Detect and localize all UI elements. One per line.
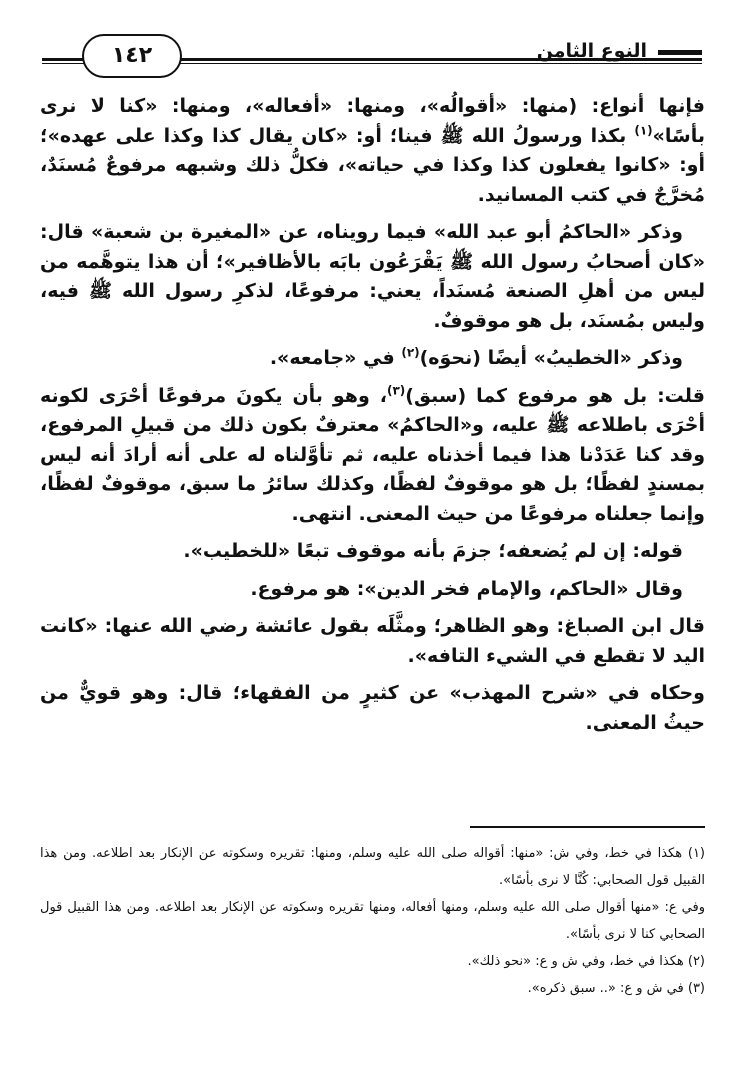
- paragraph: [40, 537, 705, 567]
- paragraph-text: ، وهو بأن يكونَ مرفوعًا أحْرَى لكونه أحْرَى باطلاعه ﷺ عليه، و«الحاكمُ» معترفٌ بكون ذلك من قبيلِ المرفوع، وقد كنا عَدَدْنا هذا فيما أخذناه عليه، ثم تأوَّلناه له على أنه أرادَ أنه ليس بمسندٍ لفظًا؛ بل هو موقوفٌ لفظًا، وكذلك سائرُ ما سبق، موقوفٌ لفظًا، وإنما جعلناه مرفوعًا من حيث المعنى. انتهى.: [40, 384, 705, 525]
- paragraph-text: قلت: بل هو مرفوع كما (سبق): [405, 384, 705, 407]
- paragraph: [40, 612, 705, 671]
- paragraph-text: في «جامعه».: [269, 347, 402, 369]
- paragraph: [40, 344, 705, 374]
- footnote: (٢) هكذا في خط، وفي ش و ع: «نحو ذلك».: [467, 954, 705, 969]
- paragraph-text: وقال «الحاكم، والإمام فخر الدين»: هو مرفوع.: [250, 577, 683, 600]
- paragraph-text: وذكر «الحاكمُ أبو عبد الله» فيما رويناه، عن «المغيرة بن شعبة» قال: «كان أصحابُ رسول الله ﷺ يَقْرَعُون بابَه بالأظافير»؛ أن هذا يتوهَّمه من ليس من أهلِ الصنعة مُسنَداً، يعني: مرفوعًا، لذكرِ رسول الله ﷺ فيه، وليس بمُسنَد، بل هو موقوفٌ.: [40, 221, 705, 332]
- paragraph-text: بكذا ورسولُ الله ﷺ فينا؛ أو: «كان يقال كذا وكذا على عهده»؛ أو: «كانوا يفعلون كذا وكذا في حياته»، فكلُّ ذلك وشبهه مرفوعٌ مُسنَدٌ، مُخرَّجٌ في كتب المسانيد.: [40, 124, 705, 206]
- page-number: ١٤٢: [82, 34, 182, 78]
- paragraph-text: قال ابن الصباغ: وهو الظاهر؛ ومثَّلَه بقول عائشة رضي الله عنها: «كانت اليد لا تقطع في الشيء التافه».: [40, 615, 705, 667]
- paragraph-text: وحكاه في «شرح المهذب» عن كثيرٍ من الفقهاء؛ قال: وهو قويٌّ من حيثُ المعنى.: [40, 682, 705, 734]
- footnote-separator: [470, 826, 705, 828]
- title-ornament-bar: [658, 50, 702, 55]
- chapter-title: النوع الثامن: [536, 40, 647, 62]
- paragraph: [40, 575, 705, 605]
- paragraph-text: فإنها أنواع: (منها: «أقوالُه»، ومنها: «أفعاله»، ومنها: «كنا لا نرى بأسًا»: [40, 95, 705, 147]
- paragraph: [40, 679, 705, 738]
- paragraph: [40, 92, 705, 210]
- paragraph: [40, 382, 705, 530]
- paragraph-text: قوله: إن لم يُضعفه؛ جزمَ بأنه موقوف تبعًا «للخطيب».: [183, 540, 683, 562]
- paragraph-text: وذكر «الخطيبُ» أيضًا (نحوَه): [419, 347, 683, 369]
- footnote-ref: (٣): [386, 383, 406, 398]
- footnote: وفي ع: «منها أقوال صلى الله عليه وسلم، ومنها أفعاله، ومنها تقريره وسكوته عن الإنكار بعد اطلاعه. ومن هذا القبيل قول الصحابي كنا لا نرى بأسًا».: [40, 900, 705, 942]
- footnote: (٣) في ش و ع: «.. سبق ذكره».: [527, 981, 705, 996]
- main-text: [40, 92, 705, 746]
- footnote-ref: (٢): [401, 345, 420, 360]
- footnotes: [40, 840, 705, 1002]
- footnote: (١) هكذا في خط، وفي ش: «منها: أقواله صلى الله عليه وسلم، ومنها: تقريره وسكوته عن الإنكار بعد اطلاعه. ومن هذا القبيل قول الصحابي: كُنَّا لا نرى بأسًا».: [40, 846, 705, 888]
- paragraph: [40, 218, 705, 336]
- running-header: [42, 34, 702, 78]
- footnote-ref: (١): [634, 123, 653, 138]
